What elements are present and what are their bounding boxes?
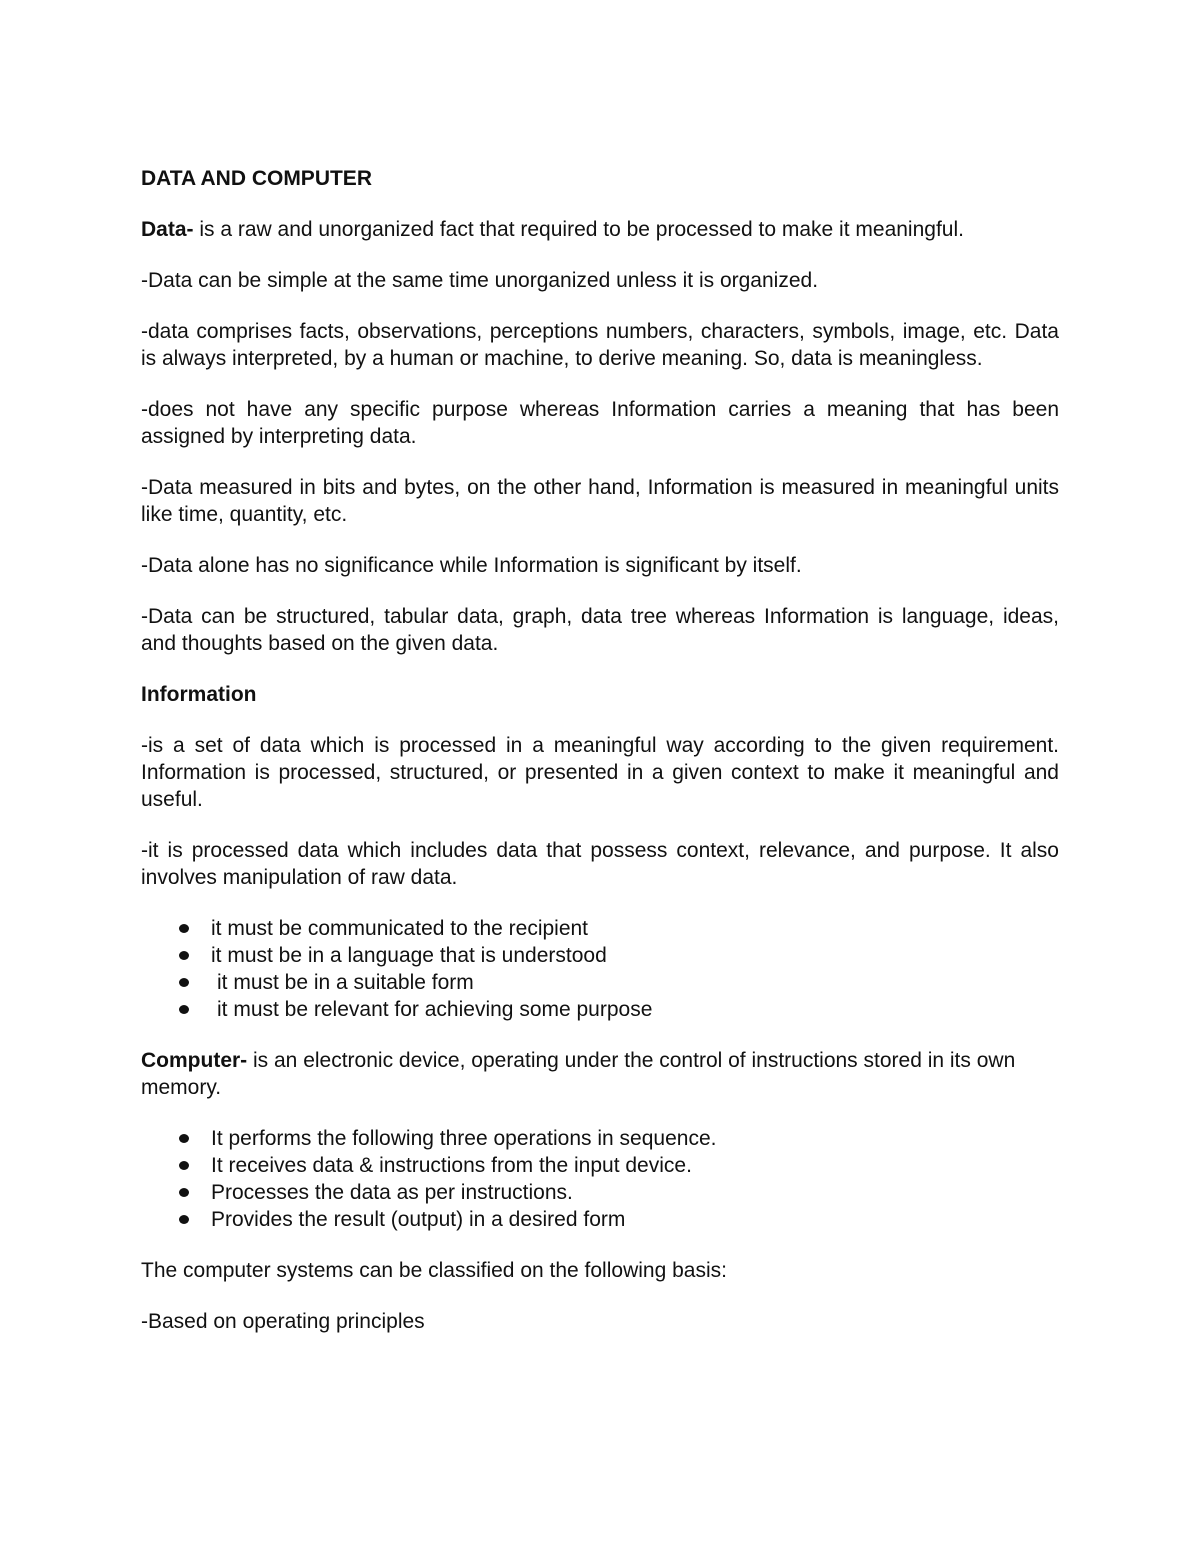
- data-point-1: -Data can be simple at the same time unorganized unless it is organized.: [141, 269, 819, 292]
- information-bullet-list: [141, 915, 1059, 1023]
- list-item: Provides the result (output) in a desired form: [141, 1206, 1059, 1233]
- data-point-5: -Data alone has no significance while Information is significant by itself.: [141, 554, 802, 577]
- document-title: DATA AND COMPUTER: [141, 167, 372, 190]
- bullet-dot-icon: [179, 1134, 189, 1143]
- data-point-4: -Data measured in bits and bytes, on the other hand, Information is measured in meaningful units like time, quantity, etc.: [141, 476, 1059, 526]
- list-item: it must be in a suitable form: [141, 969, 1059, 996]
- computer-term: Computer-: [141, 1049, 248, 1072]
- list-item: it must be communicated to the recipient: [141, 915, 1059, 942]
- data-definition-text: is a raw and unorganized fact that required to be processed to make it meaningful.: [193, 218, 964, 241]
- bullet-dot-icon: [179, 1188, 189, 1197]
- data-point-6: -Data can be structured, tabular data, graph, data tree whereas Information is language, ideas, and thoughts based on the given data.: [141, 605, 1059, 655]
- data-point-3: -does not have any specific purpose whereas Information carries a meaning that has been assigned by interpreting data.: [141, 398, 1059, 448]
- information-heading: Information: [141, 683, 257, 706]
- computer-definition: [141, 1047, 1059, 1101]
- bullet-dot-icon: [179, 978, 189, 987]
- data-definition: [141, 216, 1059, 243]
- bullet-dot-icon: [179, 1161, 189, 1170]
- list-item: It performs the following three operations in sequence.: [141, 1125, 1059, 1152]
- bullet-dot-icon: [179, 1215, 189, 1224]
- bullet-dot-icon: [179, 1005, 189, 1014]
- computer-bullet-list: [141, 1125, 1059, 1233]
- classification-first-basis: -Based on operating principles: [141, 1310, 425, 1333]
- list-item: Processes the data as per instructions.: [141, 1179, 1059, 1206]
- data-term: Data-: [141, 218, 194, 241]
- information-point-2: -it is processed data which includes data that possess context, relevance, and purpose. It also involves manipulation of raw data.: [141, 839, 1059, 889]
- list-item: It receives data & instructions from the input device.: [141, 1152, 1059, 1179]
- list-item: it must be in a language that is understood: [141, 942, 1059, 969]
- bullet-dot-icon: [179, 924, 189, 933]
- data-point-2: -data comprises facts, observations, perceptions numbers, characters, symbols, image, etc. Data is always interpreted, by a human or machine, to derive meaning. So, data is meaningless.: [141, 320, 1059, 370]
- computer-definition-text: is an electronic device, operating under the control of instructions stored in its own memory.: [141, 1049, 1016, 1099]
- information-point-1: -is a set of data which is processed in a meaningful way according to the given requirement. Information is processed, structured, or presented in a given context to make it meaningful and useful.: [141, 734, 1059, 811]
- classification-intro: The computer systems can be classified on the following basis:: [141, 1259, 727, 1282]
- list-item: it must be relevant for achieving some purpose: [141, 996, 1059, 1023]
- bullet-dot-icon: [179, 951, 189, 960]
- document-page: [141, 165, 1059, 1359]
